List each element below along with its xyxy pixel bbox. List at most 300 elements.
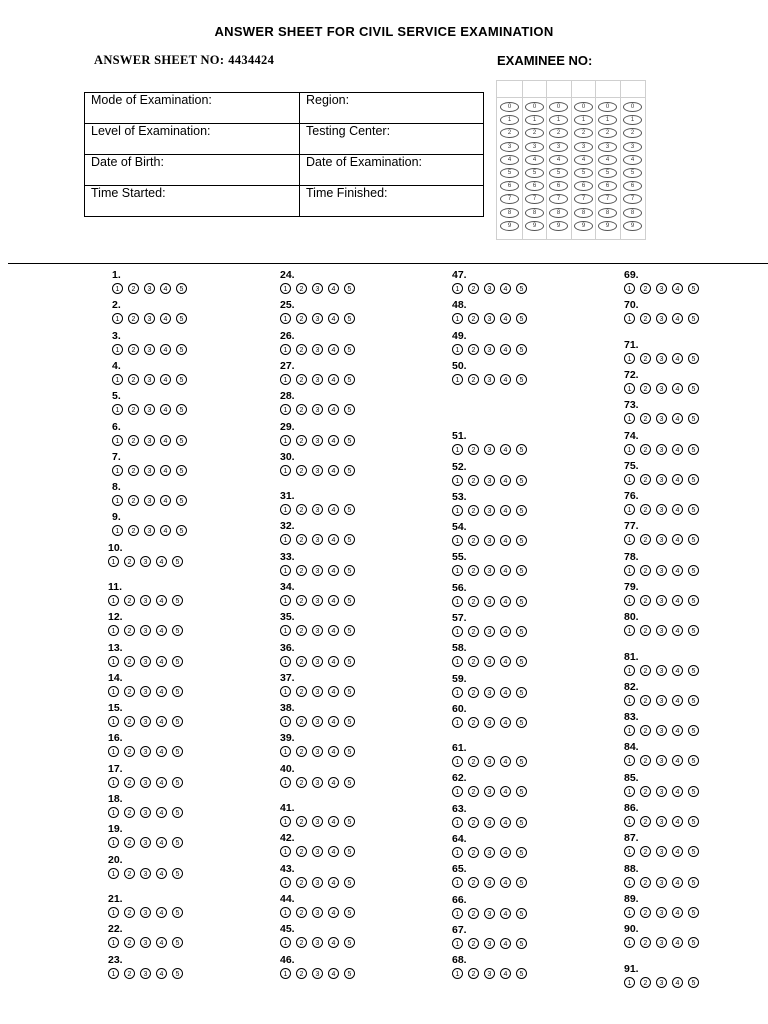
answer-bubble-1[interactable]: 1 [280, 716, 291, 727]
answer-bubble-1[interactable]: 1 [452, 565, 463, 576]
answer-bubble-3[interactable]: 3 [144, 525, 155, 536]
answer-bubble-4[interactable]: 4 [160, 495, 171, 506]
answer-bubble-5[interactable]: 5 [172, 746, 183, 757]
answer-bubble-1[interactable]: 1 [624, 816, 635, 827]
answer-bubble-4[interactable]: 4 [500, 374, 511, 385]
answer-bubble-3[interactable]: 3 [144, 495, 155, 506]
answer-bubble-2[interactable]: 2 [296, 374, 307, 385]
answer-bubble-4[interactable]: 4 [500, 505, 511, 516]
answer-bubble-3[interactable]: 3 [656, 474, 667, 485]
answer-bubble-4[interactable]: 4 [328, 716, 339, 727]
answer-bubble-5[interactable]: 5 [688, 565, 699, 576]
answer-bubble-5[interactable]: 5 [688, 595, 699, 606]
answer-bubble-3[interactable]: 3 [656, 565, 667, 576]
answer-bubble-2[interactable]: 2 [124, 907, 135, 918]
answer-bubble-3[interactable]: 3 [656, 937, 667, 948]
answer-bubble-1[interactable]: 1 [280, 595, 291, 606]
answer-bubble-3[interactable]: 3 [312, 374, 323, 385]
answer-bubble-4[interactable]: 4 [156, 556, 167, 567]
answer-bubble-5[interactable]: 5 [344, 374, 355, 385]
answer-bubble-1[interactable]: 1 [624, 755, 635, 766]
answer-bubble-5[interactable]: 5 [516, 938, 527, 949]
answer-bubble-3[interactable]: 3 [312, 686, 323, 697]
answer-bubble-5[interactable]: 5 [516, 877, 527, 888]
examinee-digit-bubble[interactable]: 0 [598, 102, 617, 112]
answer-bubble-2[interactable]: 2 [468, 535, 479, 546]
answer-bubble-2[interactable]: 2 [468, 626, 479, 637]
answer-bubble-2[interactable]: 2 [124, 746, 135, 757]
answer-bubble-1[interactable]: 1 [280, 937, 291, 948]
answer-bubble-4[interactable]: 4 [328, 686, 339, 697]
answer-bubble-2[interactable]: 2 [468, 313, 479, 324]
answer-bubble-2[interactable]: 2 [296, 877, 307, 888]
answer-bubble-5[interactable]: 5 [688, 504, 699, 515]
examinee-digit-bubble[interactable]: 0 [525, 102, 544, 112]
answer-bubble-5[interactable]: 5 [344, 937, 355, 948]
answer-bubble-5[interactable]: 5 [344, 686, 355, 697]
answer-bubble-5[interactable]: 5 [516, 687, 527, 698]
answer-bubble-5[interactable]: 5 [688, 846, 699, 857]
answer-bubble-4[interactable]: 4 [500, 596, 511, 607]
examinee-digit-bubble[interactable]: 8 [549, 208, 568, 218]
answer-bubble-1[interactable]: 1 [280, 907, 291, 918]
examinee-digit-bubble[interactable]: 5 [525, 168, 544, 178]
answer-bubble-5[interactable]: 5 [516, 626, 527, 637]
examinee-digit-bubble[interactable]: 2 [623, 128, 642, 138]
examinee-digit-bubble[interactable]: 2 [574, 128, 593, 138]
answer-bubble-2[interactable]: 2 [468, 717, 479, 728]
answer-bubble-4[interactable]: 4 [160, 435, 171, 446]
answer-bubble-4[interactable]: 4 [328, 907, 339, 918]
answer-bubble-3[interactable]: 3 [656, 665, 667, 676]
answer-bubble-4[interactable]: 4 [672, 786, 683, 797]
answer-bubble-1[interactable]: 1 [452, 313, 463, 324]
answer-bubble-4[interactable]: 4 [500, 968, 511, 979]
answer-bubble-3[interactable]: 3 [484, 313, 495, 324]
answer-bubble-2[interactable]: 2 [296, 313, 307, 324]
answer-bubble-1[interactable]: 1 [624, 383, 635, 394]
answer-bubble-5[interactable]: 5 [344, 465, 355, 476]
examinee-digit-bubble[interactable]: 0 [574, 102, 593, 112]
answer-bubble-4[interactable]: 4 [160, 404, 171, 415]
answer-bubble-1[interactable]: 1 [108, 937, 119, 948]
answer-bubble-3[interactable]: 3 [312, 565, 323, 576]
examinee-digit-bubble[interactable]: 4 [549, 155, 568, 165]
answer-bubble-3[interactable]: 3 [484, 505, 495, 516]
examinee-digit-bubble[interactable]: 6 [574, 181, 593, 191]
answer-bubble-5[interactable]: 5 [516, 847, 527, 858]
answer-bubble-2[interactable]: 2 [640, 474, 651, 485]
answer-bubble-5[interactable]: 5 [344, 746, 355, 757]
answer-bubble-3[interactable]: 3 [656, 695, 667, 706]
answer-bubble-3[interactable]: 3 [484, 344, 495, 355]
answer-bubble-3[interactable]: 3 [144, 374, 155, 385]
answer-bubble-1[interactable]: 1 [280, 374, 291, 385]
answer-bubble-3[interactable]: 3 [656, 877, 667, 888]
examinee-digit-bubble[interactable]: 6 [598, 181, 617, 191]
answer-bubble-5[interactable]: 5 [688, 695, 699, 706]
answer-bubble-5[interactable]: 5 [172, 907, 183, 918]
examinee-digit-bubble[interactable]: 4 [574, 155, 593, 165]
answer-bubble-5[interactable]: 5 [688, 353, 699, 364]
answer-bubble-4[interactable]: 4 [500, 847, 511, 858]
answer-bubble-5[interactable]: 5 [176, 313, 187, 324]
answer-bubble-5[interactable]: 5 [688, 937, 699, 948]
answer-bubble-5[interactable]: 5 [344, 716, 355, 727]
answer-bubble-2[interactable]: 2 [640, 907, 651, 918]
answer-bubble-5[interactable]: 5 [176, 435, 187, 446]
answer-bubble-2[interactable]: 2 [296, 686, 307, 697]
answer-bubble-2[interactable]: 2 [124, 868, 135, 879]
answer-bubble-3[interactable]: 3 [312, 283, 323, 294]
answer-bubble-1[interactable]: 1 [624, 595, 635, 606]
answer-bubble-3[interactable]: 3 [484, 374, 495, 385]
answer-bubble-5[interactable]: 5 [516, 313, 527, 324]
answer-bubble-4[interactable]: 4 [156, 686, 167, 697]
answer-bubble-4[interactable]: 4 [500, 283, 511, 294]
answer-bubble-4[interactable]: 4 [328, 846, 339, 857]
answer-bubble-1[interactable]: 1 [108, 807, 119, 818]
answer-bubble-1[interactable]: 1 [452, 626, 463, 637]
answer-bubble-2[interactable]: 2 [296, 777, 307, 788]
answer-bubble-2[interactable]: 2 [124, 595, 135, 606]
answer-bubble-5[interactable]: 5 [172, 868, 183, 879]
examinee-digit-bubble[interactable]: 1 [549, 115, 568, 125]
answer-bubble-5[interactable]: 5 [172, 625, 183, 636]
answer-bubble-4[interactable]: 4 [328, 816, 339, 827]
answer-bubble-2[interactable]: 2 [640, 383, 651, 394]
answer-bubble-2[interactable]: 2 [124, 777, 135, 788]
answer-bubble-1[interactable]: 1 [624, 907, 635, 918]
answer-bubble-2[interactable]: 2 [296, 534, 307, 545]
answer-bubble-5[interactable]: 5 [688, 625, 699, 636]
answer-bubble-1[interactable]: 1 [452, 535, 463, 546]
answer-bubble-4[interactable]: 4 [328, 404, 339, 415]
answer-bubble-1[interactable]: 1 [624, 665, 635, 676]
answer-bubble-2[interactable]: 2 [640, 695, 651, 706]
answer-bubble-1[interactable]: 1 [280, 777, 291, 788]
answer-bubble-2[interactable]: 2 [640, 353, 651, 364]
answer-bubble-5[interactable]: 5 [344, 968, 355, 979]
answer-bubble-1[interactable]: 1 [624, 937, 635, 948]
answer-bubble-4[interactable]: 4 [672, 595, 683, 606]
answer-bubble-1[interactable]: 1 [280, 344, 291, 355]
answer-bubble-5[interactable]: 5 [516, 565, 527, 576]
answer-bubble-2[interactable]: 2 [468, 596, 479, 607]
answer-bubble-4[interactable]: 4 [328, 435, 339, 446]
answer-bubble-3[interactable]: 3 [656, 977, 667, 988]
answer-bubble-1[interactable]: 1 [624, 625, 635, 636]
level-of-examination-field[interactable]: Level of Examination: [85, 124, 300, 155]
date-of-birth-field[interactable]: Date of Birth: [85, 155, 300, 186]
answer-bubble-3[interactable]: 3 [144, 465, 155, 476]
answer-bubble-4[interactable]: 4 [156, 807, 167, 818]
answer-bubble-3[interactable]: 3 [484, 687, 495, 698]
answer-bubble-5[interactable]: 5 [344, 404, 355, 415]
answer-bubble-3[interactable]: 3 [656, 353, 667, 364]
examinee-digit-bubble[interactable]: 9 [500, 221, 519, 231]
answer-bubble-1[interactable]: 1 [280, 625, 291, 636]
answer-bubble-3[interactable]: 3 [144, 283, 155, 294]
answer-bubble-4[interactable]: 4 [156, 868, 167, 879]
answer-bubble-2[interactable]: 2 [640, 283, 651, 294]
examinee-digit-bubble[interactable]: 2 [500, 128, 519, 138]
answer-bubble-3[interactable]: 3 [144, 344, 155, 355]
answer-bubble-5[interactable]: 5 [344, 435, 355, 446]
examinee-digit-bubble[interactable]: 7 [549, 194, 568, 204]
examinee-digit-bubble[interactable]: 1 [500, 115, 519, 125]
examinee-digit-bubble[interactable]: 0 [549, 102, 568, 112]
answer-bubble-5[interactable]: 5 [172, 777, 183, 788]
answer-bubble-5[interactable]: 5 [344, 625, 355, 636]
answer-bubble-2[interactable]: 2 [296, 595, 307, 606]
answer-bubble-4[interactable]: 4 [500, 535, 511, 546]
answer-bubble-3[interactable]: 3 [312, 846, 323, 857]
answer-bubble-3[interactable]: 3 [140, 907, 151, 918]
answer-bubble-4[interactable]: 4 [328, 283, 339, 294]
answer-bubble-3[interactable]: 3 [484, 475, 495, 486]
answer-bubble-4[interactable]: 4 [500, 656, 511, 667]
answer-bubble-4[interactable]: 4 [500, 313, 511, 324]
answer-bubble-3[interactable]: 3 [312, 877, 323, 888]
answer-bubble-1[interactable]: 1 [452, 475, 463, 486]
answer-bubble-4[interactable]: 4 [500, 626, 511, 637]
answer-bubble-1[interactable]: 1 [108, 837, 119, 848]
answer-bubble-3[interactable]: 3 [312, 968, 323, 979]
answer-bubble-5[interactable]: 5 [688, 283, 699, 294]
answer-bubble-1[interactable]: 1 [624, 877, 635, 888]
answer-bubble-3[interactable]: 3 [656, 816, 667, 827]
answer-bubble-5[interactable]: 5 [688, 786, 699, 797]
answer-bubble-5[interactable]: 5 [344, 313, 355, 324]
answer-bubble-5[interactable]: 5 [176, 344, 187, 355]
answer-bubble-3[interactable]: 3 [656, 383, 667, 394]
answer-bubble-5[interactable]: 5 [344, 846, 355, 857]
answer-bubble-3[interactable]: 3 [656, 755, 667, 766]
answer-bubble-2[interactable]: 2 [296, 465, 307, 476]
answer-bubble-1[interactable]: 1 [108, 556, 119, 567]
answer-bubble-4[interactable]: 4 [500, 908, 511, 919]
answer-bubble-1[interactable]: 1 [624, 534, 635, 545]
examinee-digit-bubble[interactable]: 2 [525, 128, 544, 138]
answer-bubble-2[interactable]: 2 [468, 283, 479, 294]
answer-bubble-2[interactable]: 2 [468, 687, 479, 698]
answer-bubble-5[interactable]: 5 [688, 816, 699, 827]
answer-bubble-1[interactable]: 1 [280, 877, 291, 888]
answer-bubble-4[interactable]: 4 [156, 937, 167, 948]
answer-bubble-1[interactable]: 1 [452, 817, 463, 828]
answer-bubble-5[interactable]: 5 [176, 465, 187, 476]
answer-bubble-3[interactable]: 3 [484, 908, 495, 919]
answer-bubble-3[interactable]: 3 [144, 404, 155, 415]
answer-bubble-1[interactable]: 1 [280, 283, 291, 294]
answer-bubble-1[interactable]: 1 [624, 283, 635, 294]
answer-bubble-5[interactable]: 5 [688, 383, 699, 394]
answer-bubble-5[interactable]: 5 [688, 534, 699, 545]
answer-bubble-1[interactable]: 1 [280, 968, 291, 979]
answer-bubble-1[interactable]: 1 [280, 816, 291, 827]
answer-bubble-2[interactable]: 2 [468, 756, 479, 767]
answer-bubble-1[interactable]: 1 [112, 404, 123, 415]
answer-bubble-5[interactable]: 5 [344, 534, 355, 545]
examinee-digit-bubble[interactable]: 7 [598, 194, 617, 204]
answer-bubble-1[interactable]: 1 [452, 847, 463, 858]
answer-bubble-1[interactable]: 1 [280, 504, 291, 515]
examinee-digit-bubble[interactable]: 6 [623, 181, 642, 191]
examinee-digit-bubble[interactable]: 8 [623, 208, 642, 218]
answer-bubble-3[interactable]: 3 [140, 556, 151, 567]
answer-bubble-2[interactable]: 2 [468, 565, 479, 576]
examinee-digit-bubble[interactable]: 4 [598, 155, 617, 165]
answer-bubble-1[interactable]: 1 [108, 777, 119, 788]
answer-bubble-3[interactable]: 3 [484, 877, 495, 888]
answer-bubble-2[interactable]: 2 [128, 283, 139, 294]
answer-bubble-3[interactable]: 3 [484, 283, 495, 294]
answer-bubble-3[interactable]: 3 [484, 817, 495, 828]
answer-bubble-5[interactable]: 5 [344, 907, 355, 918]
answer-bubble-4[interactable]: 4 [672, 846, 683, 857]
answer-bubble-5[interactable]: 5 [344, 877, 355, 888]
answer-bubble-5[interactable]: 5 [344, 777, 355, 788]
answer-bubble-3[interactable]: 3 [140, 868, 151, 879]
answer-bubble-2[interactable]: 2 [128, 525, 139, 536]
answer-bubble-4[interactable]: 4 [672, 565, 683, 576]
answer-bubble-3[interactable]: 3 [312, 404, 323, 415]
answer-bubble-1[interactable]: 1 [624, 313, 635, 324]
answer-bubble-4[interactable]: 4 [672, 665, 683, 676]
examinee-digit-bubble[interactable]: 3 [574, 142, 593, 152]
answer-bubble-2[interactable]: 2 [640, 977, 651, 988]
answer-bubble-4[interactable]: 4 [328, 746, 339, 757]
examinee-digit-bubble[interactable]: 7 [623, 194, 642, 204]
answer-bubble-3[interactable]: 3 [484, 717, 495, 728]
answer-bubble-1[interactable]: 1 [624, 565, 635, 576]
answer-bubble-1[interactable]: 1 [452, 444, 463, 455]
answer-bubble-3[interactable]: 3 [312, 746, 323, 757]
answer-bubble-3[interactable]: 3 [140, 807, 151, 818]
testing-center-field[interactable]: Testing Center: [300, 124, 484, 155]
answer-bubble-5[interactable]: 5 [688, 413, 699, 424]
answer-bubble-3[interactable]: 3 [140, 937, 151, 948]
answer-bubble-5[interactable]: 5 [176, 374, 187, 385]
answer-bubble-5[interactable]: 5 [516, 817, 527, 828]
answer-bubble-2[interactable]: 2 [640, 937, 651, 948]
answer-bubble-3[interactable]: 3 [312, 313, 323, 324]
answer-bubble-1[interactable]: 1 [108, 716, 119, 727]
answer-bubble-2[interactable]: 2 [296, 404, 307, 415]
answer-bubble-5[interactable]: 5 [516, 535, 527, 546]
answer-bubble-4[interactable]: 4 [328, 534, 339, 545]
answer-bubble-3[interactable]: 3 [656, 595, 667, 606]
answer-bubble-5[interactable]: 5 [172, 595, 183, 606]
answer-bubble-5[interactable]: 5 [516, 344, 527, 355]
examinee-digit-bubble[interactable]: 8 [574, 208, 593, 218]
time-started-field[interactable]: Time Started: [85, 186, 300, 217]
answer-bubble-4[interactable]: 4 [328, 313, 339, 324]
examinee-digit-bubble[interactable]: 3 [623, 142, 642, 152]
answer-bubble-4[interactable]: 4 [672, 444, 683, 455]
answer-bubble-4[interactable]: 4 [156, 625, 167, 636]
answer-bubble-3[interactable]: 3 [656, 283, 667, 294]
answer-bubble-2[interactable]: 2 [296, 716, 307, 727]
answer-bubble-3[interactable]: 3 [140, 595, 151, 606]
examinee-digit-bubble[interactable]: 5 [574, 168, 593, 178]
examinee-digit-bubble[interactable]: 9 [525, 221, 544, 231]
examinee-digit-bubble[interactable]: 9 [623, 221, 642, 231]
answer-bubble-3[interactable]: 3 [312, 656, 323, 667]
answer-bubble-4[interactable]: 4 [500, 717, 511, 728]
answer-bubble-2[interactable]: 2 [468, 847, 479, 858]
answer-bubble-2[interactable]: 2 [124, 837, 135, 848]
answer-bubble-1[interactable]: 1 [624, 695, 635, 706]
answer-bubble-2[interactable]: 2 [640, 877, 651, 888]
answer-bubble-4[interactable]: 4 [672, 625, 683, 636]
answer-bubble-1[interactable]: 1 [452, 283, 463, 294]
region-field[interactable]: Region: [300, 93, 484, 124]
answer-bubble-3[interactable]: 3 [656, 725, 667, 736]
answer-bubble-2[interactable]: 2 [640, 534, 651, 545]
answer-bubble-4[interactable]: 4 [672, 383, 683, 394]
answer-bubble-1[interactable]: 1 [112, 465, 123, 476]
answer-bubble-2[interactable]: 2 [468, 817, 479, 828]
answer-bubble-1[interactable]: 1 [280, 846, 291, 857]
answer-bubble-2[interactable]: 2 [640, 816, 651, 827]
answer-bubble-3[interactable]: 3 [656, 534, 667, 545]
answer-bubble-3[interactable]: 3 [484, 626, 495, 637]
answer-bubble-2[interactable]: 2 [124, 807, 135, 818]
answer-bubble-4[interactable]: 4 [500, 817, 511, 828]
answer-bubble-3[interactable]: 3 [656, 846, 667, 857]
answer-bubble-2[interactable]: 2 [124, 716, 135, 727]
examinee-digit-bubble[interactable]: 1 [623, 115, 642, 125]
answer-bubble-1[interactable]: 1 [624, 786, 635, 797]
answer-bubble-3[interactable]: 3 [656, 313, 667, 324]
answer-bubble-4[interactable]: 4 [328, 565, 339, 576]
answer-bubble-5[interactable]: 5 [688, 907, 699, 918]
examinee-digit-bubble[interactable]: 1 [525, 115, 544, 125]
answer-bubble-2[interactable]: 2 [468, 344, 479, 355]
answer-bubble-2[interactable]: 2 [640, 725, 651, 736]
answer-bubble-5[interactable]: 5 [172, 937, 183, 948]
answer-bubble-1[interactable]: 1 [280, 465, 291, 476]
answer-bubble-2[interactable]: 2 [296, 846, 307, 857]
answer-bubble-3[interactable]: 3 [312, 716, 323, 727]
answer-bubble-1[interactable]: 1 [452, 656, 463, 667]
answer-bubble-3[interactable]: 3 [140, 625, 151, 636]
answer-bubble-5[interactable]: 5 [516, 505, 527, 516]
answer-bubble-4[interactable]: 4 [500, 877, 511, 888]
answer-bubble-1[interactable]: 1 [280, 686, 291, 697]
answer-bubble-2[interactable]: 2 [640, 755, 651, 766]
answer-bubble-2[interactable]: 2 [296, 656, 307, 667]
answer-bubble-4[interactable]: 4 [156, 777, 167, 788]
answer-bubble-5[interactable]: 5 [688, 877, 699, 888]
answer-bubble-5[interactable]: 5 [344, 816, 355, 827]
answer-bubble-5[interactable]: 5 [688, 755, 699, 766]
answer-bubble-2[interactable]: 2 [128, 404, 139, 415]
answer-bubble-3[interactable]: 3 [144, 435, 155, 446]
answer-bubble-3[interactable]: 3 [484, 656, 495, 667]
answer-bubble-2[interactable]: 2 [296, 565, 307, 576]
answer-bubble-1[interactable]: 1 [624, 846, 635, 857]
answer-bubble-5[interactable]: 5 [688, 444, 699, 455]
answer-bubble-1[interactable]: 1 [452, 786, 463, 797]
answer-bubble-2[interactable]: 2 [468, 877, 479, 888]
answer-bubble-3[interactable]: 3 [140, 686, 151, 697]
answer-bubble-5[interactable]: 5 [344, 565, 355, 576]
answer-bubble-2[interactable]: 2 [296, 968, 307, 979]
answer-bubble-1[interactable]: 1 [112, 435, 123, 446]
